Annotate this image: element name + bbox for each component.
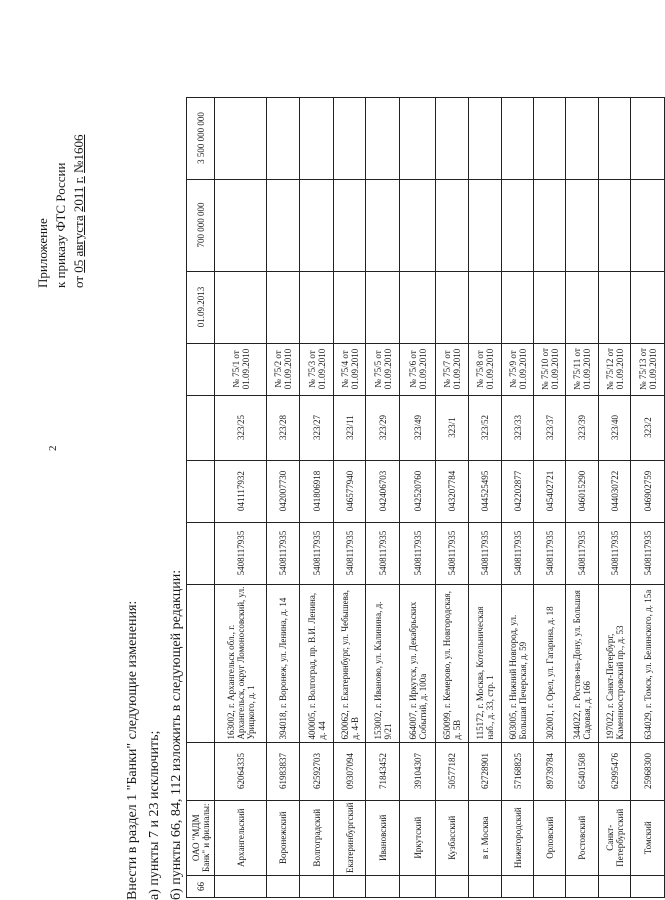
branch-address: 115172, г. Москва, Котельническая наб., д. 33, стр. 1 <box>469 584 502 742</box>
empty-cell <box>436 179 469 271</box>
branch-id: 62995476 <box>599 742 631 800</box>
branch-id: 61983837 <box>267 742 300 800</box>
branch-address: 664007, г. Иркутск, ул. Декабрьских Событий, д. 100а <box>400 584 436 742</box>
empty-cell <box>334 179 366 271</box>
empty-cell <box>631 97 665 179</box>
empty-cell <box>267 179 300 271</box>
empty-cell <box>502 97 534 179</box>
empty-cell <box>400 179 436 271</box>
empty-cell <box>631 876 665 898</box>
branch-document: № 75/1 от 01.09.2010 <box>215 343 267 395</box>
empty-cell <box>534 271 566 343</box>
branch-name: Воронежский <box>267 800 300 875</box>
branch-inn: 5408117935 <box>469 522 502 584</box>
branch-code: 323/28 <box>267 395 300 460</box>
branch-name: Ивановский <box>366 800 400 875</box>
empty-cell <box>566 271 599 343</box>
branch-inn: 5408117935 <box>215 522 267 584</box>
branch-address: 603005, г. Нижний Новгород, ул. Большая Печерская, д. 59 <box>502 584 534 742</box>
branch-name: Нижегородский <box>502 800 534 875</box>
empty-cell <box>215 97 267 179</box>
branch-inn: 5408117935 <box>566 522 599 584</box>
branch-document: № 75/4 от 01.09.2010 <box>334 343 366 395</box>
branch-id: 62592703 <box>300 742 334 800</box>
intro-line-2: а) пункты 7 и 23 исключить; <box>147 730 162 900</box>
branch-id: 39104307 <box>400 742 436 800</box>
branch-bik: 041806918 <box>300 460 334 522</box>
branch-document: № 75/12 от 01.09.2010 <box>599 343 631 395</box>
empty-cell <box>436 271 469 343</box>
page-number: 2 <box>47 445 59 451</box>
empty-cell <box>534 179 566 271</box>
branch-inn: 5408117935 <box>631 522 665 584</box>
empty-cell <box>215 271 267 343</box>
branch-name: Орловский <box>534 800 566 875</box>
empty-cell <box>566 97 599 179</box>
empty-cell <box>469 97 502 179</box>
empty-cell <box>599 876 631 898</box>
appendix-from-label: от <box>71 275 86 288</box>
empty-cell <box>469 271 502 343</box>
table-row <box>534 97 566 897</box>
branch-bik: 046902759 <box>631 460 665 522</box>
branch-name: Екатеринбургский <box>334 800 366 875</box>
appendix-year-suffix: г. <box>71 176 86 184</box>
empty-cell <box>366 179 400 271</box>
branch-bik: 046015290 <box>566 460 599 522</box>
branch-address: 197022, г. Санкт-Петербург, Каменноостровский пр., д. 53 <box>599 584 631 742</box>
branch-name: Волгоградский <box>300 800 334 875</box>
empty-cell <box>534 876 566 898</box>
branch-bik: 045402721 <box>534 460 566 522</box>
branch-name: Кузбасский <box>436 800 469 875</box>
branch-bik: 046577940 <box>334 460 366 522</box>
branch-document: № 75/7 от 01.09.2010 <box>436 343 469 395</box>
appendix-number: №1606 <box>71 134 86 173</box>
branch-id: 65401508 <box>566 742 599 800</box>
empty-cell <box>215 876 267 898</box>
branch-bik: 042520760 <box>400 460 436 522</box>
branch-id: 57168825 <box>502 742 534 800</box>
empty-cell <box>267 97 300 179</box>
branch-code: 323/27 <box>300 395 334 460</box>
branch-name: Иркутский <box>400 800 436 875</box>
empty-cell <box>400 876 436 898</box>
branch-code: 323/52 <box>469 395 502 460</box>
empty-cell <box>436 97 469 179</box>
table-row <box>215 97 267 897</box>
empty-cell <box>300 179 334 271</box>
branch-inn: 5408117935 <box>267 522 300 584</box>
branch-document: № 75/11 от 01.09.2010 <box>566 343 599 395</box>
branch-document: № 75/13 от 01.09.2010 <box>631 343 665 395</box>
branch-address: 344022, г. Ростов-на-Дону, ул. Большая Садовая, д. 166 <box>566 584 599 742</box>
branch-id: 50577182 <box>436 742 469 800</box>
table-row <box>599 97 631 897</box>
empty-cell <box>334 876 366 898</box>
bank-name: ОАО "МДМ Банк" и филиалы: <box>187 800 215 875</box>
branch-code: 323/2 <box>631 395 665 460</box>
amount-2: 3 500 000 000 <box>187 97 215 179</box>
appendix-year: 2011 <box>71 186 86 213</box>
empty-cell <box>502 271 534 343</box>
amount-1: 700 000 000 <box>187 179 215 271</box>
branch-code: 323/33 <box>502 395 534 460</box>
table-row <box>400 97 436 897</box>
empty-cell <box>400 271 436 343</box>
branch-address: 163002, г. Архангельск обл., г. Архангельск, округ Ломоносовский, ул. Урицкого, д. 1 <box>215 584 267 742</box>
empty-cell <box>267 876 300 898</box>
table-row <box>436 97 469 897</box>
branch-id: 62064335 <box>215 742 267 800</box>
empty-cell <box>631 179 665 271</box>
branch-document: № 75/8 от 01.09.2010 <box>469 343 502 395</box>
empty-cell <box>631 271 665 343</box>
branch-bik: 042202877 <box>502 460 534 522</box>
branch-address: 394018, г. Воронеж, ул. Ленина, д. 14 <box>267 584 300 742</box>
table-row <box>631 97 665 897</box>
branch-bik: 042406703 <box>366 460 400 522</box>
branch-address: 650099, г. Кемерово, ул. Новгородская, д. 5В <box>436 584 469 742</box>
table-row <box>300 97 334 897</box>
branch-document: № 75/5 от 01.09.2010 <box>366 343 400 395</box>
branch-id: 89739784 <box>534 742 566 800</box>
validity-date: 01.09.2013 <box>187 271 215 343</box>
banks-table-body <box>187 97 665 897</box>
appendix-title: Приложение <box>35 218 50 288</box>
row-number: 66 <box>187 876 215 898</box>
empty-cell <box>267 271 300 343</box>
table-row <box>366 97 400 897</box>
intro-line-1: Внести в раздел 1 "Банки" следующие изменения: <box>125 600 140 900</box>
appendix-day: 05 <box>71 259 86 273</box>
branch-code: 323/25 <box>215 395 267 460</box>
empty-cell <box>469 876 502 898</box>
branch-code: 323/49 <box>400 395 436 460</box>
banks-table <box>186 97 665 898</box>
branch-code: 323/39 <box>566 395 599 460</box>
appendix-block <box>34 135 88 288</box>
branch-code: 323/29 <box>366 395 400 460</box>
branch-inn: 5408117935 <box>534 522 566 584</box>
empty-cell <box>366 271 400 343</box>
branch-address: 400005, г. Волгоград, пр. В.И. Ленина, д. 44 <box>300 584 334 742</box>
empty-cell <box>300 876 334 898</box>
table-row <box>334 97 366 897</box>
empty-cell <box>366 876 400 898</box>
branch-name: в г. Москва <box>469 800 502 875</box>
empty-cell <box>300 271 334 343</box>
empty-cell <box>599 97 631 179</box>
empty-cell <box>215 179 267 271</box>
branch-document: № 75/10 от 01.09.2010 <box>534 343 566 395</box>
branch-code: 323/37 <box>534 395 566 460</box>
table-row-header <box>187 97 215 897</box>
empty-cell <box>502 179 534 271</box>
branch-bik: 044525495 <box>469 460 502 522</box>
branch-bik: 042007730 <box>267 460 300 522</box>
intro-line-3: б) пункты 66, 84, 112 изложить в следующей редакции: <box>169 569 184 900</box>
branch-id: 71843452 <box>366 742 400 800</box>
branch-inn: 5408117935 <box>599 522 631 584</box>
branch-inn: 5408117935 <box>502 522 534 584</box>
branch-inn: 5408117935 <box>400 522 436 584</box>
empty-cell <box>534 97 566 179</box>
empty-cell <box>599 271 631 343</box>
empty-cell <box>366 97 400 179</box>
appendix-date-line <box>70 135 88 288</box>
branch-code: 323/1 <box>436 395 469 460</box>
branch-document: № 75/2 от 01.09.2010 <box>267 343 300 395</box>
branch-name: Санкт-Петербургский <box>599 800 631 875</box>
branch-inn: 5408117935 <box>436 522 469 584</box>
branch-inn: 5408117935 <box>300 522 334 584</box>
table-row <box>267 97 300 897</box>
branch-address: 620062, г. Екатеринбург, ул. Чебышева, д. 4-В <box>334 584 366 742</box>
empty-cell <box>566 876 599 898</box>
empty-cell <box>566 179 599 271</box>
empty-cell <box>400 97 436 179</box>
branch-inn: 5408117935 <box>334 522 366 584</box>
table-row <box>566 97 599 897</box>
empty-cell <box>334 271 366 343</box>
branch-bik: 044030722 <box>599 460 631 522</box>
branch-name: Ростовский <box>566 800 599 875</box>
appendix-month: августа <box>71 215 86 257</box>
branch-document: № 75/3 от 01.09.2010 <box>300 343 334 395</box>
empty-cell <box>502 876 534 898</box>
empty-cell <box>300 97 334 179</box>
branch-id: 09307094 <box>334 742 366 800</box>
intro-block <box>122 570 188 900</box>
empty-cell <box>599 179 631 271</box>
empty-cell <box>334 97 366 179</box>
branch-document: № 75/9 от 01.09.2010 <box>502 343 534 395</box>
table-row <box>502 97 534 897</box>
branch-address: 634029, г. Томск, ул. Белинского, д. 15а <box>631 584 665 742</box>
branch-name: Архангельский <box>215 800 267 875</box>
branch-code: 323/40 <box>599 395 631 460</box>
branch-bik: 043207784 <box>436 460 469 522</box>
branch-document: № 75/6 от 01.09.2010 <box>400 343 436 395</box>
branch-id: 62728901 <box>469 742 502 800</box>
empty-cell <box>436 876 469 898</box>
branch-name: Томский <box>631 800 665 875</box>
branch-code: 323/11 <box>334 395 366 460</box>
empty-cell <box>469 179 502 271</box>
branch-bik: 041117932 <box>215 460 267 522</box>
branch-address: 302001, г. Орел, ул. Гагарина, д. 18 <box>534 584 566 742</box>
branch-id: 25968300 <box>631 742 665 800</box>
appendix-order: к приказу ФТС России <box>53 162 68 288</box>
table-row <box>469 97 502 897</box>
branch-address: 153002, г. Иваново, ул. Калинина, д. 9/21 <box>366 584 400 742</box>
branch-inn: 5408117935 <box>366 522 400 584</box>
